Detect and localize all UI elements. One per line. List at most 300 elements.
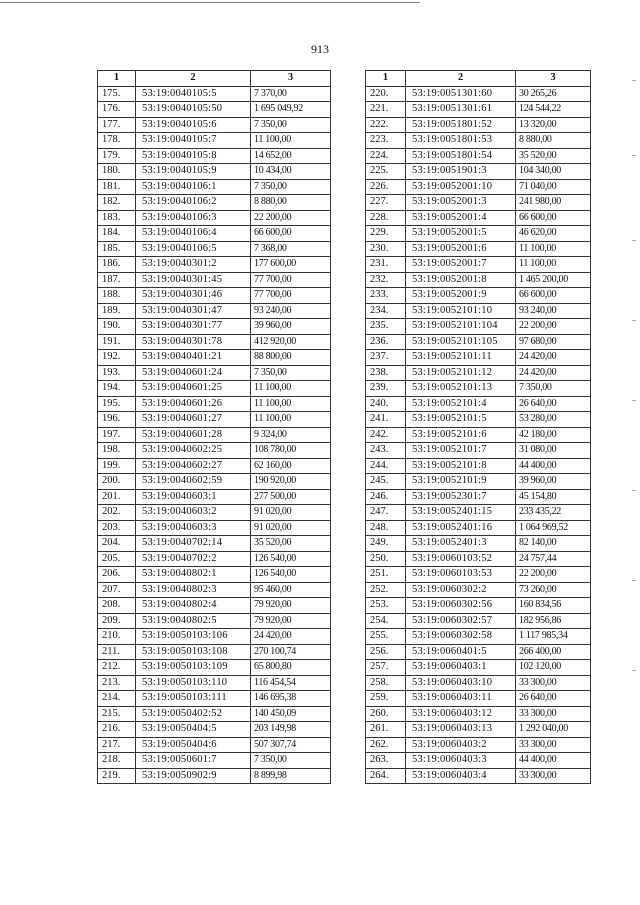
cadastral-number: 53:19:0060403:1 bbox=[406, 660, 516, 676]
row-number: 251. bbox=[366, 567, 406, 583]
table-row bbox=[98, 753, 331, 769]
row-number: 177. bbox=[98, 117, 136, 133]
cadastral-value: 93 240,00 bbox=[516, 303, 591, 319]
table-row bbox=[98, 675, 331, 691]
cadastral-number: 53:19:0051301:61 bbox=[406, 102, 516, 118]
table-row bbox=[98, 536, 331, 552]
cadastral-value: 62 160,00 bbox=[251, 458, 331, 474]
table-row bbox=[366, 551, 591, 567]
table-row bbox=[98, 164, 331, 180]
cadastral-number: 53:19:0040301:46 bbox=[136, 288, 251, 304]
row-number: 258. bbox=[366, 675, 406, 691]
table-row bbox=[366, 117, 591, 133]
row-number: 175. bbox=[98, 86, 136, 102]
cadastral-number: 53:19:0060403:13 bbox=[406, 722, 516, 738]
table-row bbox=[98, 737, 331, 753]
right-table bbox=[365, 70, 591, 784]
row-number: 237. bbox=[366, 350, 406, 366]
table-row bbox=[366, 489, 591, 505]
cadastral-number: 53:19:0040603:3 bbox=[136, 520, 251, 536]
cadastral-number: 53:19:0052001:9 bbox=[406, 288, 516, 304]
table-row bbox=[366, 520, 591, 536]
row-number: 234. bbox=[366, 303, 406, 319]
row-number: 250. bbox=[366, 551, 406, 567]
cadastral-number: 53:19:0052001:5 bbox=[406, 226, 516, 242]
cadastral-number: 53:19:0052101:105 bbox=[406, 334, 516, 350]
cadastral-value: 22 200,00 bbox=[516, 319, 591, 335]
row-number: 178. bbox=[98, 133, 136, 149]
table-row bbox=[98, 722, 331, 738]
cadastral-number: 53:19:0052001:10 bbox=[406, 179, 516, 195]
cadastral-value: 8 899,98 bbox=[251, 768, 331, 784]
row-number: 205. bbox=[98, 551, 136, 567]
row-number: 240. bbox=[366, 396, 406, 412]
table-row bbox=[98, 613, 331, 629]
cadastral-number: 53:19:0040602:27 bbox=[136, 458, 251, 474]
cadastral-number: 53:19:0040601:28 bbox=[136, 427, 251, 443]
row-number: 229. bbox=[366, 226, 406, 242]
cadastral-value: 24 420,00 bbox=[516, 365, 591, 381]
cadastral-number: 53:19:0040802:5 bbox=[136, 613, 251, 629]
cadastral-value: 7 350,00 bbox=[251, 365, 331, 381]
page-number: 913 bbox=[311, 42, 329, 56]
cadastral-value: 7 368,00 bbox=[251, 241, 331, 257]
cadastral-number: 53:19:0052401:15 bbox=[406, 505, 516, 521]
cadastral-number: 53:19:0040802:4 bbox=[136, 598, 251, 614]
cadastral-value: 507 307,74 bbox=[251, 737, 331, 753]
cadastral-number: 53:19:0052001:7 bbox=[406, 257, 516, 273]
table-row bbox=[366, 396, 591, 412]
row-number: 215. bbox=[98, 706, 136, 722]
cadastral-number: 53:19:0060302:57 bbox=[406, 613, 516, 629]
row-number: 208. bbox=[98, 598, 136, 614]
cadastral-value: 66 600,00 bbox=[516, 288, 591, 304]
left-table bbox=[97, 70, 331, 784]
cadastral-number: 53:19:0040105:50 bbox=[136, 102, 251, 118]
cadastral-value: 8 880,00 bbox=[516, 133, 591, 149]
cadastral-number: 53:19:0040601:26 bbox=[136, 396, 251, 412]
cadastral-value: 1 695 049,92 bbox=[251, 102, 331, 118]
row-number: 198. bbox=[98, 443, 136, 459]
cadastral-value: 1 064 969,52 bbox=[516, 520, 591, 536]
cadastral-number: 53:19:0051801:53 bbox=[406, 133, 516, 149]
scan-edge-marks bbox=[630, 60, 636, 760]
table-row bbox=[366, 768, 591, 784]
table-row bbox=[98, 381, 331, 397]
row-number: 187. bbox=[98, 272, 136, 288]
cadastral-value: 33 300,00 bbox=[516, 675, 591, 691]
cadastral-number: 53:19:0060403:10 bbox=[406, 675, 516, 691]
cadastral-number: 53:19:0040702:2 bbox=[136, 551, 251, 567]
row-number: 216. bbox=[98, 722, 136, 738]
header-col-cadastral: 2 bbox=[406, 71, 516, 87]
row-number: 263. bbox=[366, 753, 406, 769]
row-number: 190. bbox=[98, 319, 136, 335]
cadastral-value: 33 300,00 bbox=[516, 737, 591, 753]
right-table-body bbox=[366, 86, 591, 784]
cadastral-number: 53:19:0060302:2 bbox=[406, 582, 516, 598]
table-row bbox=[366, 226, 591, 242]
row-number: 200. bbox=[98, 474, 136, 490]
row-number: 212. bbox=[98, 660, 136, 676]
cadastral-number: 53:19:0050103:110 bbox=[136, 675, 251, 691]
table-row bbox=[366, 691, 591, 707]
table-row bbox=[366, 474, 591, 490]
cadastral-number: 53:19:0040301:78 bbox=[136, 334, 251, 350]
cadastral-value: 82 140,00 bbox=[516, 536, 591, 552]
cadastral-value: 93 240,00 bbox=[251, 303, 331, 319]
cadastral-number: 53:19:0052001:8 bbox=[406, 272, 516, 288]
row-number: 181. bbox=[98, 179, 136, 195]
cadastral-value: 44 400,00 bbox=[516, 753, 591, 769]
table-row bbox=[98, 412, 331, 428]
table-row bbox=[366, 629, 591, 645]
row-number: 256. bbox=[366, 644, 406, 660]
cadastral-value: 124 544,22 bbox=[516, 102, 591, 118]
header-col-value: 3 bbox=[516, 71, 591, 87]
cadastral-value: 116 454,54 bbox=[251, 675, 331, 691]
cadastral-number: 53:19:0040301:47 bbox=[136, 303, 251, 319]
cadastral-value: 35 520,00 bbox=[516, 148, 591, 164]
cadastral-number: 53:19:0060403:3 bbox=[406, 753, 516, 769]
table-row bbox=[98, 691, 331, 707]
row-number: 227. bbox=[366, 195, 406, 211]
row-number: 230. bbox=[366, 241, 406, 257]
row-number: 247. bbox=[366, 505, 406, 521]
table-row bbox=[366, 210, 591, 226]
header-col-number: 1 bbox=[366, 71, 406, 87]
table-row bbox=[366, 706, 591, 722]
table-row bbox=[366, 598, 591, 614]
cadastral-value: 39 960,00 bbox=[251, 319, 331, 335]
row-number: 217. bbox=[98, 737, 136, 753]
row-number: 253. bbox=[366, 598, 406, 614]
cadastral-number: 53:19:0052001:4 bbox=[406, 210, 516, 226]
table-row bbox=[98, 210, 331, 226]
cadastral-value: 77 700,00 bbox=[251, 272, 331, 288]
row-number: 218. bbox=[98, 753, 136, 769]
left-table-body bbox=[98, 86, 331, 784]
cadastral-value: 10 434,00 bbox=[251, 164, 331, 180]
table-row bbox=[366, 334, 591, 350]
table-row bbox=[98, 86, 331, 102]
cadastral-number: 53:19:0051301:60 bbox=[406, 86, 516, 102]
table-row bbox=[366, 427, 591, 443]
cadastral-value: 11 100,00 bbox=[251, 396, 331, 412]
table-row bbox=[366, 505, 591, 521]
table-row bbox=[98, 117, 331, 133]
row-number: 214. bbox=[98, 691, 136, 707]
cadastral-value: 24 420,00 bbox=[251, 629, 331, 645]
cadastral-value: 79 920,00 bbox=[251, 598, 331, 614]
cadastral-number: 53:19:0040802:1 bbox=[136, 567, 251, 583]
table-row bbox=[98, 350, 331, 366]
cadastral-value: 146 695,38 bbox=[251, 691, 331, 707]
table-row bbox=[366, 257, 591, 273]
row-number: 188. bbox=[98, 288, 136, 304]
cadastral-number: 53:19:0060403:11 bbox=[406, 691, 516, 707]
cadastral-value: 1 465 200,00 bbox=[516, 272, 591, 288]
cadastral-value: 33 300,00 bbox=[516, 768, 591, 784]
row-number: 260. bbox=[366, 706, 406, 722]
cadastral-value: 14 652,00 bbox=[251, 148, 331, 164]
cadastral-value: 11 100,00 bbox=[251, 381, 331, 397]
cadastral-value: 46 620,00 bbox=[516, 226, 591, 242]
row-number: 193. bbox=[98, 365, 136, 381]
table-row bbox=[366, 722, 591, 738]
cadastral-value: 8 880,00 bbox=[251, 195, 331, 211]
table-row bbox=[366, 458, 591, 474]
row-number: 186. bbox=[98, 257, 136, 273]
cadastral-number: 53:19:0060403:4 bbox=[406, 768, 516, 784]
cadastral-number: 53:19:0052101:10 bbox=[406, 303, 516, 319]
header-col-cadastral: 2 bbox=[136, 71, 251, 87]
cadastral-number: 53:19:0050404:5 bbox=[136, 722, 251, 738]
cadastral-value: 35 520,00 bbox=[251, 536, 331, 552]
cadastral-number: 53:19:0052001:6 bbox=[406, 241, 516, 257]
cadastral-value: 22 200,00 bbox=[251, 210, 331, 226]
row-number: 252. bbox=[366, 582, 406, 598]
cadastral-number: 53:19:0050404:6 bbox=[136, 737, 251, 753]
table-row bbox=[98, 427, 331, 443]
cadastral-value: 26 640,00 bbox=[516, 691, 591, 707]
row-number: 191. bbox=[98, 334, 136, 350]
table-row bbox=[366, 567, 591, 583]
cadastral-value: 160 834,56 bbox=[516, 598, 591, 614]
table-row bbox=[98, 303, 331, 319]
table-row bbox=[98, 102, 331, 118]
row-number: 209. bbox=[98, 613, 136, 629]
row-number: 232. bbox=[366, 272, 406, 288]
cadastral-value: 91 020,00 bbox=[251, 505, 331, 521]
row-number: 183. bbox=[98, 210, 136, 226]
cadastral-number: 53:19:0060302:58 bbox=[406, 629, 516, 645]
row-number: 196. bbox=[98, 412, 136, 428]
cadastral-number: 53:19:0060302:56 bbox=[406, 598, 516, 614]
cadastral-value: 22 200,00 bbox=[516, 567, 591, 583]
cadastral-number: 53:19:0052101:7 bbox=[406, 443, 516, 459]
row-number: 231. bbox=[366, 257, 406, 273]
table-row bbox=[366, 241, 591, 257]
row-number: 239. bbox=[366, 381, 406, 397]
table-row bbox=[366, 303, 591, 319]
row-number: 224. bbox=[366, 148, 406, 164]
cadastral-number: 53:19:0040401:21 bbox=[136, 350, 251, 366]
cadastral-value: 241 980,00 bbox=[516, 195, 591, 211]
header-row bbox=[98, 71, 331, 87]
row-number: 211. bbox=[98, 644, 136, 660]
row-number: 201. bbox=[98, 489, 136, 505]
cadastral-number: 53:19:0040301:45 bbox=[136, 272, 251, 288]
cadastral-value: 7 370,00 bbox=[251, 86, 331, 102]
table-row bbox=[98, 458, 331, 474]
cadastral-number: 53:19:0050902:9 bbox=[136, 768, 251, 784]
row-number: 226. bbox=[366, 179, 406, 195]
cadastral-number: 53:19:0050103:106 bbox=[136, 629, 251, 645]
table-row bbox=[98, 272, 331, 288]
cadastral-number: 53:19:0050402:52 bbox=[136, 706, 251, 722]
cadastral-number: 53:19:0052401:16 bbox=[406, 520, 516, 536]
table-row bbox=[98, 474, 331, 490]
cadastral-number: 53:19:0052101:104 bbox=[406, 319, 516, 335]
row-number: 244. bbox=[366, 458, 406, 474]
cadastral-value: 7 350,00 bbox=[251, 117, 331, 133]
table-row bbox=[98, 334, 331, 350]
row-number: 228. bbox=[366, 210, 406, 226]
cadastral-number: 53:19:0040106:5 bbox=[136, 241, 251, 257]
row-number: 246. bbox=[366, 489, 406, 505]
cadastral-value: 88 800,00 bbox=[251, 350, 331, 366]
row-number: 185. bbox=[98, 241, 136, 257]
cadastral-value: 13 320,00 bbox=[516, 117, 591, 133]
cadastral-value: 11 100,00 bbox=[516, 241, 591, 257]
cadastral-number: 53:19:0040301:2 bbox=[136, 257, 251, 273]
row-number: 233. bbox=[366, 288, 406, 304]
cadastral-number: 53:19:0040106:1 bbox=[136, 179, 251, 195]
cadastral-number: 53:19:0052101:8 bbox=[406, 458, 516, 474]
cadastral-value: 126 540,00 bbox=[251, 567, 331, 583]
cadastral-value: 126 540,00 bbox=[251, 551, 331, 567]
row-number: 264. bbox=[366, 768, 406, 784]
table-row bbox=[98, 443, 331, 459]
cadastral-number: 53:19:0040105:8 bbox=[136, 148, 251, 164]
table-row bbox=[366, 102, 591, 118]
cadastral-value: 7 350,00 bbox=[251, 179, 331, 195]
table-row bbox=[98, 520, 331, 536]
cadastral-number: 53:19:0051801:54 bbox=[406, 148, 516, 164]
row-number: 242. bbox=[366, 427, 406, 443]
table-row bbox=[98, 598, 331, 614]
row-number: 243. bbox=[366, 443, 406, 459]
row-number: 184. bbox=[98, 226, 136, 242]
cadastral-number: 53:19:0050103:109 bbox=[136, 660, 251, 676]
header-col-value: 3 bbox=[251, 71, 331, 87]
table-row bbox=[366, 582, 591, 598]
table-row bbox=[366, 536, 591, 552]
cadastral-value: 102 120,00 bbox=[516, 660, 591, 676]
cadastral-value: 7 350,00 bbox=[251, 753, 331, 769]
cadastral-number: 53:19:0060401:5 bbox=[406, 644, 516, 660]
table-row bbox=[366, 753, 591, 769]
cadastral-value: 7 350,00 bbox=[516, 381, 591, 397]
cadastral-value: 140 450,09 bbox=[251, 706, 331, 722]
table-row bbox=[366, 675, 591, 691]
cadastral-number: 53:19:0050103:111 bbox=[136, 691, 251, 707]
cadastral-value: 11 100,00 bbox=[516, 257, 591, 273]
cadastral-number: 53:19:0060403:12 bbox=[406, 706, 516, 722]
row-number: 192. bbox=[98, 350, 136, 366]
row-number: 220. bbox=[366, 86, 406, 102]
cadastral-value: 95 460,00 bbox=[251, 582, 331, 598]
cadastral-value: 42 180,00 bbox=[516, 427, 591, 443]
table-row bbox=[98, 644, 331, 660]
table-row bbox=[98, 179, 331, 195]
cadastral-value: 266 400,00 bbox=[516, 644, 591, 660]
cadastral-number: 53:19:0040702:14 bbox=[136, 536, 251, 552]
table-row bbox=[366, 319, 591, 335]
row-number: 225. bbox=[366, 164, 406, 180]
cadastral-number: 53:19:0040601:24 bbox=[136, 365, 251, 381]
table-row bbox=[366, 381, 591, 397]
cadastral-number: 53:19:0040601:25 bbox=[136, 381, 251, 397]
cadastral-value: 39 960,00 bbox=[516, 474, 591, 490]
table-row bbox=[98, 257, 331, 273]
cadastral-number: 53:19:0040602:59 bbox=[136, 474, 251, 490]
cadastral-number: 53:19:0052001:3 bbox=[406, 195, 516, 211]
cadastral-value: 44 400,00 bbox=[516, 458, 591, 474]
cadastral-value: 104 340,00 bbox=[516, 164, 591, 180]
table-row bbox=[98, 195, 331, 211]
table-row bbox=[366, 443, 591, 459]
cadastral-value: 26 640,00 bbox=[516, 396, 591, 412]
header-row bbox=[366, 71, 591, 87]
cadastral-value: 190 920,00 bbox=[251, 474, 331, 490]
cadastral-number: 53:19:0052101:6 bbox=[406, 427, 516, 443]
table-row bbox=[366, 644, 591, 660]
cadastral-number: 53:19:0040301:77 bbox=[136, 319, 251, 335]
table-row bbox=[366, 195, 591, 211]
cadastral-value: 108 780,00 bbox=[251, 443, 331, 459]
cadastral-value: 97 680,00 bbox=[516, 334, 591, 350]
table-row bbox=[366, 272, 591, 288]
cadastral-number: 53:19:0052401:3 bbox=[406, 536, 516, 552]
table-row bbox=[98, 582, 331, 598]
row-number: 180. bbox=[98, 164, 136, 180]
table-row bbox=[98, 319, 331, 335]
cadastral-value: 277 500,00 bbox=[251, 489, 331, 505]
table-row bbox=[98, 489, 331, 505]
row-number: 203. bbox=[98, 520, 136, 536]
table-row bbox=[98, 660, 331, 676]
row-number: 199. bbox=[98, 458, 136, 474]
cadastral-number: 53:19:0050103:108 bbox=[136, 644, 251, 660]
cadastral-value: 73 260,00 bbox=[516, 582, 591, 598]
cadastral-value: 233 435,22 bbox=[516, 505, 591, 521]
cadastral-number: 53:19:0040106:2 bbox=[136, 195, 251, 211]
cadastral-number: 53:19:0040105:5 bbox=[136, 86, 251, 102]
cadastral-number: 53:19:0060403:2 bbox=[406, 737, 516, 753]
row-number: 261. bbox=[366, 722, 406, 738]
table-row bbox=[98, 567, 331, 583]
row-number: 259. bbox=[366, 691, 406, 707]
cadastral-number: 53:19:0052101:12 bbox=[406, 365, 516, 381]
cadastral-value: 77 700,00 bbox=[251, 288, 331, 304]
table-row bbox=[98, 148, 331, 164]
cadastral-value: 33 300,00 bbox=[516, 706, 591, 722]
row-number: 223. bbox=[366, 133, 406, 149]
row-number: 197. bbox=[98, 427, 136, 443]
row-number: 189. bbox=[98, 303, 136, 319]
cadastral-number: 53:19:0040601:27 bbox=[136, 412, 251, 428]
table-row bbox=[98, 396, 331, 412]
table-row bbox=[366, 288, 591, 304]
row-number: 262. bbox=[366, 737, 406, 753]
cadastral-number: 53:19:0060103:52 bbox=[406, 551, 516, 567]
row-number: 202. bbox=[98, 505, 136, 521]
row-number: 222. bbox=[366, 117, 406, 133]
table-row bbox=[98, 768, 331, 784]
table-row bbox=[98, 365, 331, 381]
table-row bbox=[98, 288, 331, 304]
table-row bbox=[98, 629, 331, 645]
row-number: 235. bbox=[366, 319, 406, 335]
table-row bbox=[366, 737, 591, 753]
row-number: 194. bbox=[98, 381, 136, 397]
row-number: 206. bbox=[98, 567, 136, 583]
header-col-number: 1 bbox=[98, 71, 136, 87]
row-number: 195. bbox=[98, 396, 136, 412]
table-row bbox=[98, 226, 331, 242]
